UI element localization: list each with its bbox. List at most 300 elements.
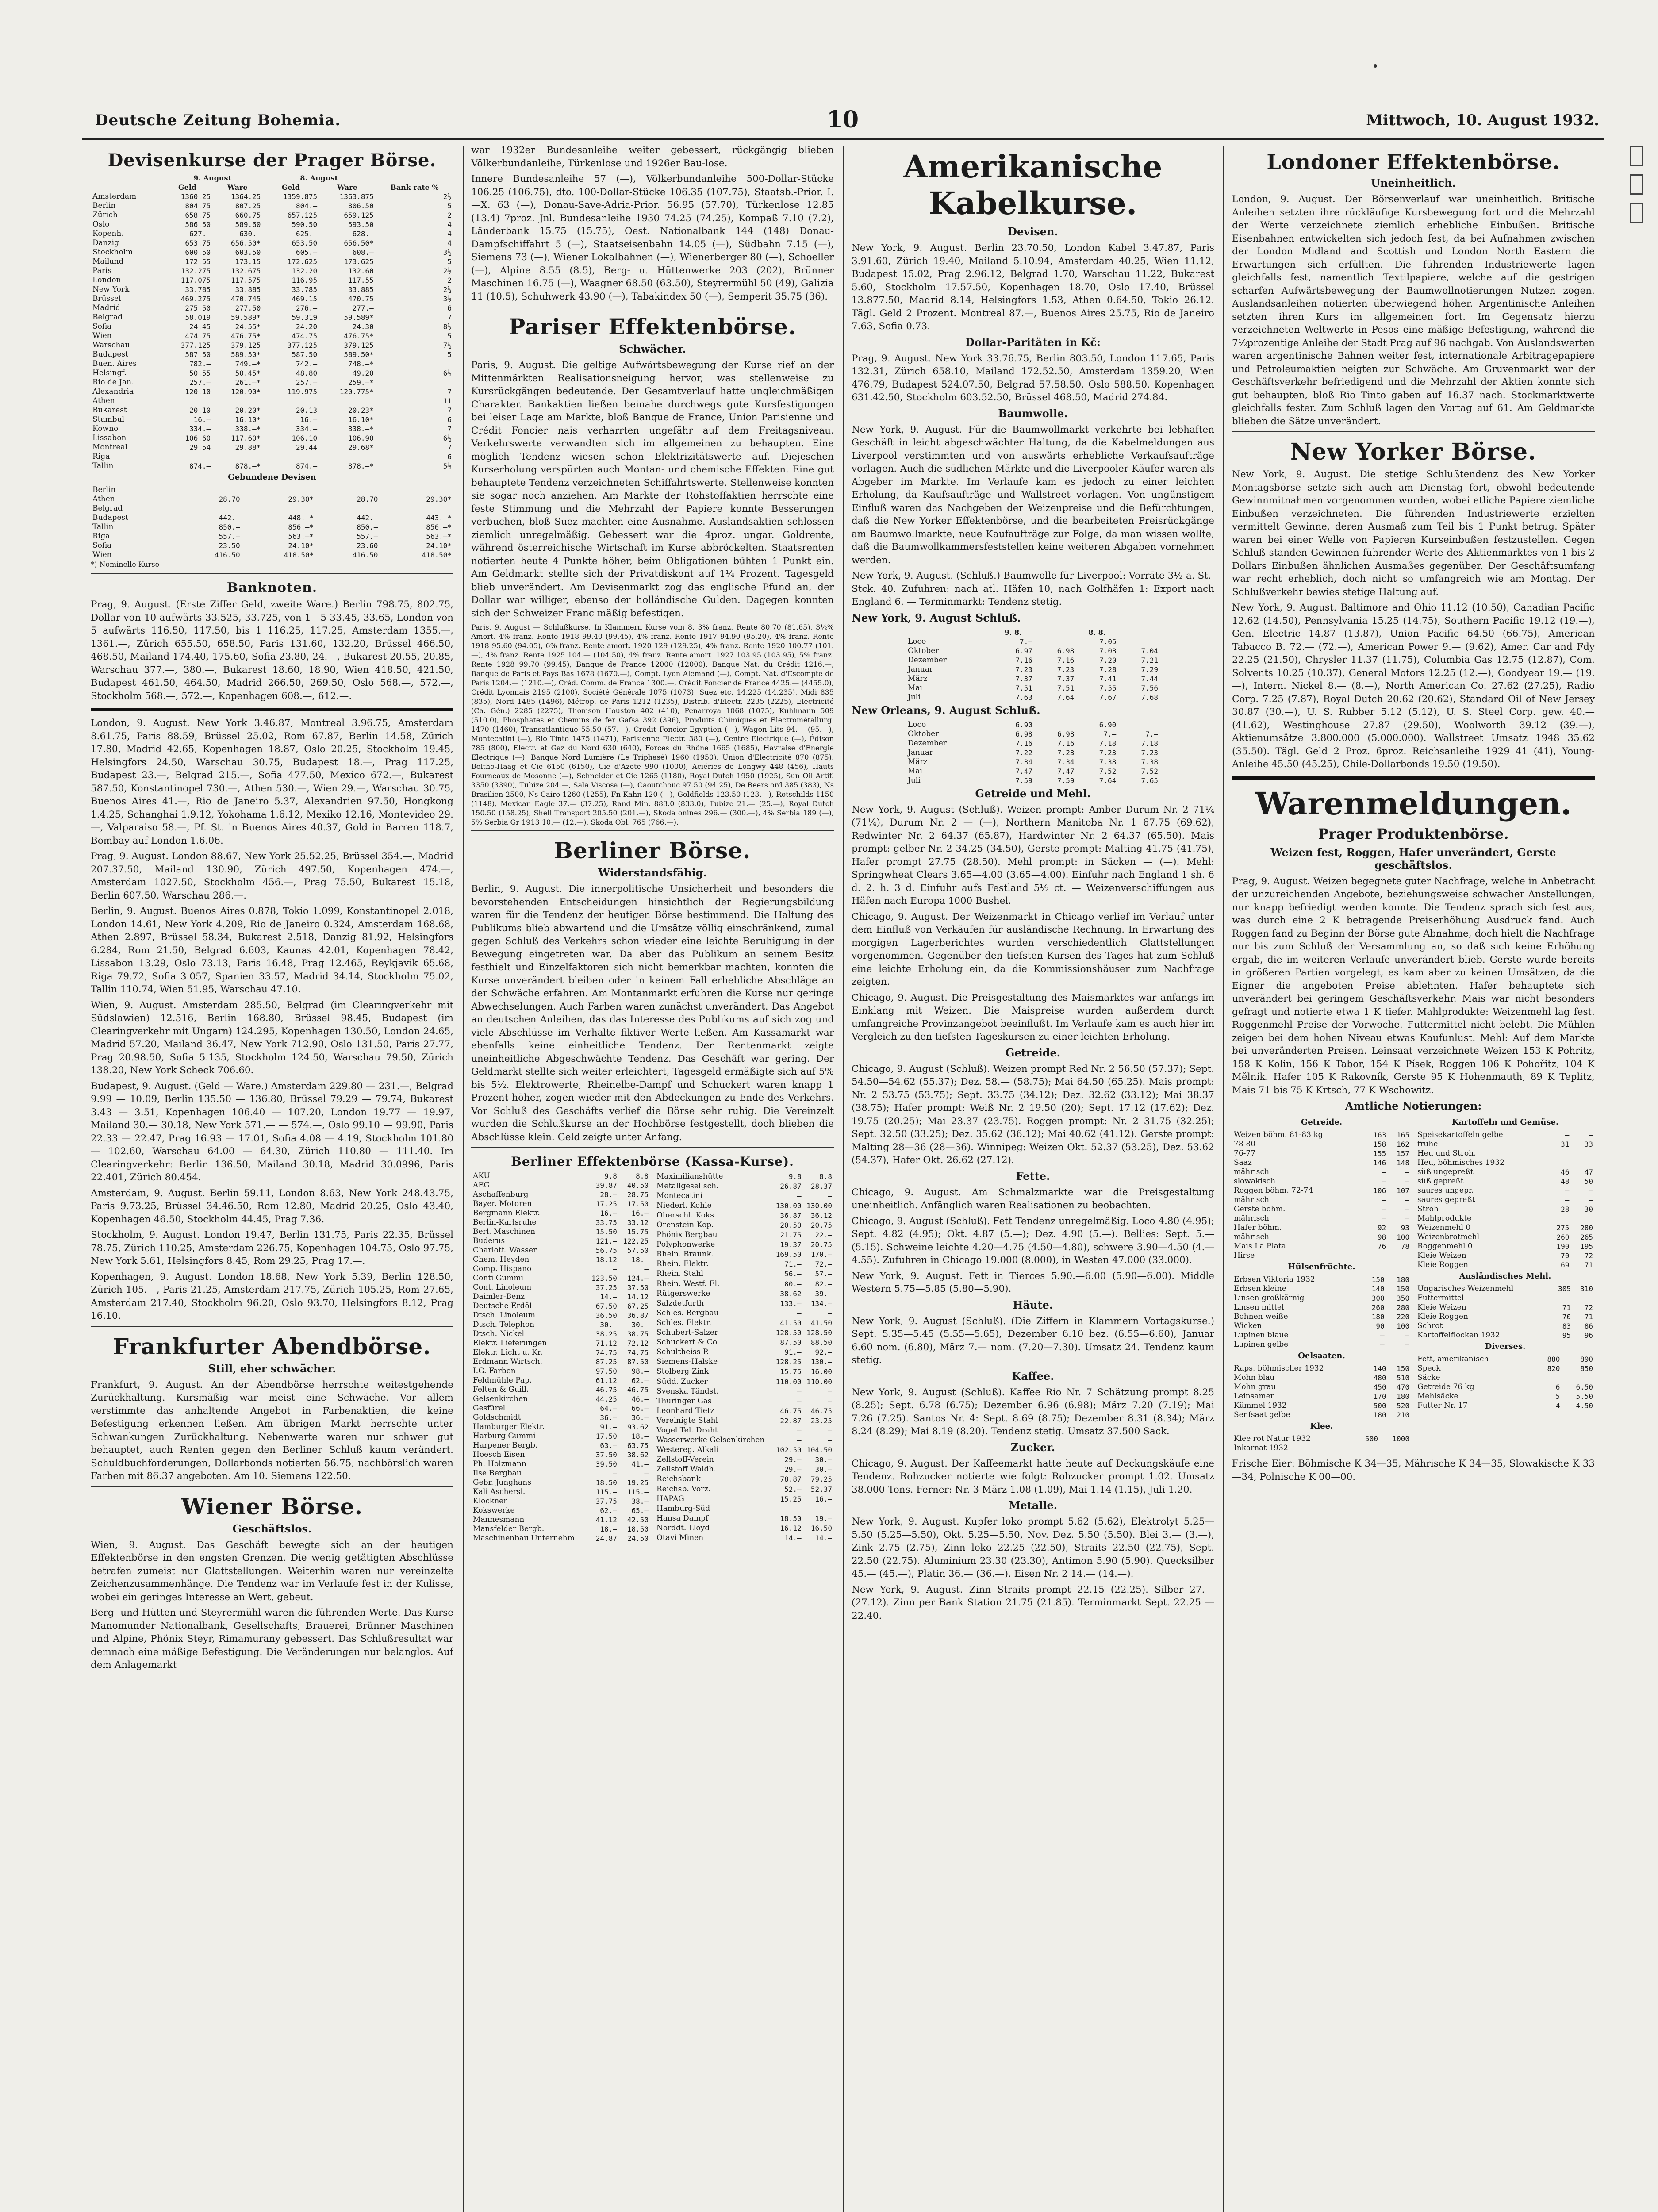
cell-value: 593.50 [348, 220, 374, 229]
table-row [471, 1237, 650, 1246]
table-row [91, 192, 453, 201]
table-row [655, 1445, 834, 1455]
row-label: Kowno [92, 424, 119, 433]
oelsaaten-title: Oelsaaten. [1298, 1351, 1345, 1360]
cell-value: 21.75 [780, 1231, 802, 1240]
table-row [471, 1441, 650, 1450]
cell-value: 807.25 [235, 202, 261, 210]
row-label: Belgrad [92, 313, 123, 322]
cell-value: 500 [1373, 1402, 1386, 1410]
getreide-table [1232, 1130, 1411, 1260]
row-label: Berl. Maschinen [473, 1227, 536, 1236]
cell-value: 520 [1397, 1402, 1409, 1410]
cell-value: 71.— [784, 1260, 802, 1269]
cell-value: 148 [1397, 1159, 1409, 1167]
cell-value: — [1382, 1168, 1386, 1176]
table-row [1416, 1294, 1595, 1303]
table-row [906, 757, 1160, 767]
cell-value: 210 [1397, 1411, 1409, 1419]
banknoten-title: Banknoten. [226, 580, 318, 595]
cell-value: 450 [1373, 1383, 1386, 1391]
cell-value: 38.— [631, 1497, 649, 1505]
row-label: Schrot [1417, 1321, 1443, 1330]
row-label: Roggenmehl 0 [1417, 1242, 1473, 1251]
cell-value: 67.50 [595, 1302, 617, 1310]
table-row [91, 220, 453, 229]
cell-value: 660.75 [235, 211, 261, 219]
cell-value: — [828, 1504, 832, 1513]
cell-value: 338.—* [348, 425, 374, 433]
row-label: Warschau [92, 341, 130, 349]
cell-value: 95 [1562, 1331, 1571, 1340]
cell-value: 117.575 [230, 276, 261, 284]
cell-value: 106 [1373, 1187, 1386, 1195]
cell-value: 16.10* [348, 415, 374, 424]
row-label: Salzdetfurth [656, 1298, 704, 1308]
cell-value: 16.— [631, 1209, 649, 1217]
table-row [91, 211, 453, 220]
cell-value: 169.50 [775, 1250, 802, 1259]
cell-value: 586.50 [185, 220, 211, 229]
dollar-text: Prag, 9. August. New York 33.76.75, Berlin 803.50, London 117.65, Paris 132.31, Zürich 658.10, Mailand 172.52.50, Amsterdam 1359.20, Wien 476.79, Budapest 524.07.50, Belgrad 57.58.50, Oslo 588.50, Kopenhagen 631.42.50, Stockholm 603.52.50, Brüssel 468.50, Madrid 274.84. [852, 353, 1214, 403]
row-label: Dtsch. Nickel [473, 1329, 525, 1338]
table-row [471, 1320, 650, 1329]
cell-value: 7.47 [1015, 767, 1032, 776]
table-row [655, 1298, 834, 1308]
cell-value: 748.—* [348, 360, 374, 368]
table-row [1416, 1312, 1595, 1321]
cell-value: 31 [1561, 1140, 1570, 1148]
cell-value [1571, 1149, 1595, 1158]
cell-value: 442.— [219, 514, 240, 522]
cell-value: — [1405, 1340, 1409, 1349]
cell-value: 510 [1397, 1374, 1409, 1382]
table-row [91, 248, 453, 257]
table-row [1416, 1382, 1595, 1392]
table-row [1232, 1401, 1411, 1410]
cell-value: 474.75 [292, 332, 318, 340]
cell-value: 50.55 [189, 369, 211, 377]
cell-value: 280 [1397, 1303, 1409, 1312]
cell-value: 132.675 [230, 267, 261, 275]
cell-value: 5 [447, 202, 452, 210]
table-row [91, 331, 453, 341]
cell-value: 86 [1584, 1322, 1593, 1330]
table-row [1232, 1186, 1411, 1195]
cell-value: 7.20 [1099, 656, 1117, 664]
table-row [1232, 1331, 1411, 1340]
table-row [1232, 1177, 1411, 1186]
table-row [1416, 1149, 1595, 1158]
cell-value: 2½ [443, 267, 452, 275]
table-row [91, 276, 453, 285]
cell-value: 418.50* [284, 551, 314, 559]
row-label: Riga [92, 452, 110, 461]
table-row [91, 238, 453, 248]
row-label: Mai [908, 766, 922, 776]
table-row [471, 1534, 650, 1543]
cell-value: 155 [1373, 1149, 1386, 1158]
zucker-title: Zucker. [1010, 1440, 1055, 1454]
table-row [655, 1455, 834, 1465]
cell-value [212, 396, 262, 406]
row-label: Svenska Tändst. [656, 1386, 719, 1396]
row-label: Oberschl. Koks [656, 1210, 714, 1220]
cell-value: 1363.875 [339, 192, 374, 201]
row-label: Kleie Weizen [1417, 1251, 1466, 1260]
table-row [906, 720, 1160, 730]
wiener-text: Wien, 9. August. Das Geschäft bewegte sich an der heutigen Effektenbörse in den engsten Grenzen. Die wenig getätigten Abschlüsse betrafen zumeist nur Glattstellungen. Weiterhin waren nur vereinzelte Zeichenzusammenhänge. Die Tendenz war im Verlaufe fest in der Kulisse, wobei ein geringes Interesse an Wert, gebeut. [91, 1539, 453, 1603]
row-label: Erdmann Wirtsch. [473, 1357, 543, 1366]
cell-value: 782.— [189, 360, 211, 368]
cell-value: 257.— [189, 378, 211, 387]
table-row [655, 1475, 834, 1484]
cell-value: 7.28 [1099, 665, 1117, 674]
column-rule [1223, 146, 1224, 2212]
cell-value: 7 [447, 313, 452, 322]
cell-value: 7.34 [1057, 757, 1075, 766]
cell-value: 58.019 [185, 313, 211, 322]
table-row [471, 1432, 650, 1441]
row-label: Metallgesellsch. [656, 1181, 719, 1190]
row-label: Vogel Tel. Draht [656, 1425, 718, 1435]
table-row [91, 485, 453, 495]
cell-value: 557.— [219, 532, 240, 541]
row-label: Wicken [1234, 1321, 1262, 1330]
table-row [1416, 1195, 1595, 1205]
wiener-sub: Geschäftslos. [232, 1522, 312, 1535]
cell-value [177, 485, 242, 495]
cell-value: 82.— [815, 1279, 832, 1288]
fette-title: Fette. [1016, 1169, 1050, 1183]
row-label: Leinsamen [1234, 1392, 1275, 1401]
cell-value: 6 [447, 415, 452, 424]
row-label: Buen. Aires [92, 359, 137, 368]
cell-value: 11 [443, 397, 452, 405]
cell-value [1380, 1444, 1411, 1453]
cell-value: 608.— [352, 248, 374, 257]
metalle-text-2: New York, 9. August. Zinn Straits prompt 22.15 (22.25). Silber 27.— (27.12). Zinn per Bank Station 21.75 (21.85). Terminmarkt Sept. 22.25 — 22.40. [852, 1584, 1214, 1621]
diverses-table [1416, 1355, 1595, 1410]
cell-value: 804.75 [185, 202, 211, 210]
cell-value: 71.12 [595, 1339, 617, 1348]
cell-value [1034, 637, 1076, 646]
cell-value: 150 [1371, 1275, 1385, 1284]
cell-value: 627.— [189, 230, 211, 238]
cell-value: 146 [1373, 1159, 1386, 1167]
table-row [1416, 1392, 1595, 1401]
cell-value: 20.75 [810, 1240, 832, 1249]
row-label: Juli [908, 692, 921, 702]
table-row [1232, 1130, 1411, 1140]
cell-value: 7.23 [1057, 748, 1075, 757]
cell-value [242, 504, 316, 513]
cell-value: 38.62 [780, 1289, 802, 1298]
cell-value: 140 [1371, 1285, 1385, 1293]
cell-value: 29.54 [189, 443, 211, 452]
cell-value: 65.— [631, 1506, 649, 1515]
cell-value: 338.—* [235, 425, 261, 433]
table-row [906, 656, 1160, 665]
getreide-title: Getreide. [1005, 1046, 1061, 1059]
cell-value: 24.10* [288, 541, 314, 550]
table-row [471, 1506, 650, 1515]
row-label: Otavi Minen [656, 1533, 704, 1543]
cell-value: 33.785 [292, 285, 318, 294]
cell-value: 16.— [815, 1494, 832, 1503]
cell-value: 880 [1547, 1355, 1560, 1363]
column-header: 8. 8. [1088, 628, 1106, 637]
row-label: Stroh [1417, 1205, 1439, 1214]
cell-value: 8½ [443, 323, 452, 331]
cell-value: — [1405, 1331, 1409, 1340]
cell-value: 470.75 [348, 295, 374, 303]
chicago-text: Chicago, 9. August. Der Weizenmarkt in Chicago verlief im Verlauf unter dem Einfluß von Verkäufen für ausländische Rechnung. In Erwartung des morgigen Lagerberichtes wurden verschiedentlich Glattstellungen vorgenommen. Gegenüber den tiefsten Kursen des Tages hat zum Schluß eine leichte Erholung ein, da die Kommissionshäuser zum Nachfrage zeigten. [852, 911, 1214, 987]
cell-value: — [797, 1397, 802, 1406]
row-label: saures gepreßt [1417, 1195, 1475, 1204]
cell-value: 87.25 [595, 1358, 617, 1366]
cell-value: 500 [1365, 1435, 1378, 1443]
row-label: HAPAG [656, 1494, 684, 1503]
cell-value: 16.— [300, 415, 318, 424]
edge-mark [1630, 203, 1643, 223]
table-row [91, 550, 453, 560]
cell-value: 7.55 [1099, 684, 1117, 692]
london-title: Londoner Effektenbörse. [1267, 150, 1560, 174]
table-row [655, 1348, 834, 1357]
cell-value: 9.8 [604, 1172, 617, 1180]
row-label: Polyphonwerke [656, 1240, 715, 1249]
cell-value: 379.125 [230, 341, 261, 349]
pariser-title: Pariser Effektenbörse. [508, 314, 797, 340]
cell-value: 91.— [600, 1423, 617, 1431]
cell-value [177, 504, 242, 513]
table-row [655, 1396, 834, 1406]
row-label: Bayer. Motoren [473, 1199, 532, 1208]
cell-value: 180 [1373, 1411, 1386, 1419]
fette-text-2: Chicago, 9. August (Schluß). Fett Tendenz unregelmäßig. Loco 4.80 (4.95); Sept. 4.82 (4.95); Okt. 4.87 (5.—); Dez. 4.90 (5.—). Bellies: Sept. 5.— (5.15). Schweine leichte 4.20—4.75 (4.50—4.80), schwere 3.90—4.50 (4.—4.55). Zufuhren in Chicago 19.000 (8.000), in Westen 47.000 (33.000). [852, 1215, 1214, 1266]
cell-value: 71 [1584, 1313, 1593, 1321]
row-label: Saaz [1234, 1158, 1252, 1167]
city-quote-paragraph: Berlin, 9. August. Buenos Aires 0.878, Tokio 1.099, Konstantinopel 2.018, London 14.61, New York 4.209, Rio de Janeiro 0.324, Amsterdam 168.68, Athen 2.897, Brüssel 58.34, Bukarest 2.518, Danzig 81.92, Helsingfors 6.284, Rom 21.50, Belgrad 6.603, Kaunas 42.01, Kopenhagen 78.42, Lissabon 13.29, Oslo 73.13, Paris 16.48, Prag 12.465, Reykjavik 65.68, Riga 79.72, Sofia 3.057, Spanien 33.57, Madrid 34.14, Stockholm 75.02, Tallin 110.74, Wien 51.95, Warschau 47.10. [91, 906, 453, 995]
table-row [471, 1348, 650, 1357]
nyboerse-title: New Yorker Börse. [1290, 438, 1537, 465]
cell-value: 2 [447, 276, 452, 284]
cell-value: 28.37 [810, 1182, 832, 1190]
cell-value: 80.— [784, 1279, 802, 1288]
table-row [471, 1394, 650, 1404]
divider [471, 1147, 834, 1148]
cell-value [376, 378, 453, 387]
column-header [91, 183, 162, 192]
cell-value: 280 [1580, 1224, 1593, 1232]
row-label: Elektr. Lieferungen [473, 1339, 547, 1348]
row-label: Mahlprodukte [1417, 1214, 1472, 1223]
table-row [655, 1289, 834, 1298]
table-row [1416, 1331, 1595, 1340]
cell-value: 29.— [784, 1465, 802, 1474]
row-label: Chem. Heyden [473, 1255, 530, 1264]
row-label: Heu, böhmisches 1932 [1417, 1158, 1504, 1167]
row-label: Amsterdam [92, 192, 137, 201]
cell-value: 7.03 [1099, 646, 1117, 655]
cell-value: 7 [447, 388, 452, 396]
gebundene-body [91, 485, 453, 560]
row-label: Kleie Roggen [1417, 1312, 1468, 1321]
amtl-title: Amtliche Notierungen: [1345, 1099, 1482, 1112]
cell-value: 24.45 [189, 323, 211, 331]
city-quote-paragraph: Wien, 9. August. Amsterdam 285.50, Belgrad (im Clearingverkehr mit Südslawien) 12.516, Berlin 168.80, Brüssel 98.45, Budapest (im Clearingverkehr mit Ungarn) 124.295, Kopenhagen 130.50, London 24.65, Madrid 57.20, Mailand 36.47, New York 712.90, Oslo 131.50, Paris 27.77, Prag 20.98.50, Sofia 5.135, Stockholm 124.50, Warschau 79.50, Zürich 138.20, New York Scheck 706.60. [91, 999, 453, 1076]
cell-value: 259.—* [348, 378, 374, 387]
cell-value: 6.98 [1057, 646, 1075, 655]
cell-value: — [1382, 1177, 1386, 1186]
devisen-title: Devisenkurse der Prager Börse. [107, 150, 437, 171]
row-label: AKU [473, 1171, 490, 1180]
table-row [655, 1406, 834, 1416]
pariser-sub: Schwächer. [619, 342, 686, 355]
cell-value: 33.885 [348, 285, 374, 294]
row-label: Gelsenkirchen [473, 1394, 528, 1403]
cell-value: 74.75 [595, 1348, 617, 1357]
table-row [655, 1318, 834, 1328]
cell-value: 7.18 [1099, 739, 1117, 748]
cell-value: 33.12 [627, 1218, 649, 1227]
cell-value: 37.25 [595, 1283, 617, 1292]
row-label: Dezember [908, 738, 947, 748]
cell-value: 443.—* [426, 514, 452, 522]
cell-value: 150 [1397, 1285, 1409, 1293]
table-row [91, 495, 453, 504]
cell-value: 110.00 [775, 1377, 802, 1386]
cell-value: 7.67 [1099, 693, 1117, 702]
cell-value: 305 [1558, 1285, 1571, 1293]
row-label: Tallin [92, 522, 114, 531]
cell-value: 474.75 [185, 332, 211, 340]
cell-value [1547, 1214, 1571, 1223]
column-header: Geld [178, 183, 197, 192]
cell-value: 37.50 [627, 1283, 649, 1292]
cell-value: 7.23 [1099, 748, 1117, 757]
cell-value: 856.—* [288, 523, 314, 531]
table-row [91, 415, 453, 424]
cotton-no-table [906, 720, 1160, 785]
row-label: Athen [92, 396, 115, 405]
cotton-ny-title: New York, 9. August Schluß. [852, 611, 1021, 624]
row-label: Athen [92, 495, 115, 503]
wien-quotes: Innere Bundesanleihe 57 (—), Völkerbundanleihe 500-Dollar-Stücke 106.25 (106.75), dto. 100-Dollar-Stücke 106.35 (107.75), Staatsb.-Prior. I.—X. 63 (—), Donau-Save-Adria-Prior. 56.95 (57.70), Türkenlose 12.85 (13.4) 7proz. Jnl. Bundesanleihe 1930 74.25 (74.25), Kompaß 7.10 (7.2), Länderbank 15.75 (15.75), Oest. Nationalbank 144 (148) Donau-Dampfschiffahrt 5 (—), Staatseisenbahn 14.05 (—), Südbahn 7.15 (—), Siemens 73 (—), Wiener Lokalbahnen (—), Wienerberger 80 (—), Schoeller (—), Alpine 8.55 (8.5), Berg- u. Hüttenwerke 203 (202), Brünner Maschinen 16.75 (—), Waagner 68.50 (63.50), Steyrermühl 50 (49), Galizia 11 (10.5), Schuhwerk 43.90 (—), Tabakindex 50 (—), Semperit 35.75 (36). [471, 173, 834, 302]
cell-value: 76 [1377, 1242, 1386, 1251]
cell-value [1562, 1373, 1595, 1382]
cell-value: 7.59 [1015, 776, 1032, 785]
cell-value: 72 [1584, 1252, 1593, 1260]
table-row [91, 424, 453, 434]
column-header: Geld [281, 183, 300, 192]
row-label: Budapest [92, 513, 128, 522]
table-row [655, 1533, 834, 1543]
cell-value: 6.50 [1576, 1383, 1593, 1391]
cell-value: — [828, 1397, 832, 1406]
scan-edge-marks [1630, 146, 1648, 252]
cell-value: 90 [1376, 1322, 1385, 1330]
kassa-tables [471, 1171, 834, 1543]
cell-value: 180 [1397, 1392, 1409, 1401]
table-row [1232, 1434, 1411, 1444]
cell-value: 106.10 [292, 434, 318, 442]
cell-value: 3½ [443, 295, 452, 303]
cell-value: 50 [1584, 1177, 1593, 1186]
row-label: süß gepreßt [1417, 1177, 1464, 1186]
table-row [471, 1525, 650, 1534]
cell-value: — [1405, 1177, 1409, 1186]
cell-value: 275 [1556, 1224, 1570, 1232]
cell-value: 172.625 [287, 257, 318, 266]
cell-value: 40.50 [627, 1181, 649, 1190]
table-row [91, 532, 453, 541]
table-row [906, 637, 1160, 646]
kartoffeln-table [1416, 1130, 1595, 1270]
city-quote-paragraph: London, 9. August. New York 3.46.87, Montreal 3.96.75, Amsterdam 8.61.75, Paris 88.59, Brüssel 25.02, Rom 67.87, Berlin 14.58, Zürich 17.80, Madrid 42.65, Kopenhagen 18.87, Oslo 20.25, Stockholm 19.45, Helsingfors 24.50, Warschau 30.75, Budapest 18.—, Prag 117.25, Budapest 23.—, Belgrad 215.—, Sofia 477.50, Mexico 672.—, Bukarest 587.50, Konstantinopel 730.—, Athen 530.—, Wien 29.—, Warschau 30.75, Buenos Aires 41.—, Rio de Janeiro 5.37, Alexandrien 97.50, Hongkong 1.4.25, Schanghai 1.9.12, Yokohama 1.6.12, Mexiko 12.16, Montevideo 29.—, Valparaiso 58.—, Pf. St. in Buenos Aires 40.37, Gold in Barren 118.7, Bombay auf London 1.6.06. [91, 718, 453, 846]
row-label: Norddt. Lloyd [656, 1523, 710, 1532]
row-label: Ph. Holzmann [473, 1459, 526, 1468]
amtl-tables [1232, 1116, 1595, 1453]
cell-value: 7.37 [1057, 674, 1075, 683]
cell-value: — [1405, 1168, 1409, 1176]
cell-value: 8.8 [636, 1172, 649, 1180]
cell-value: 15.50 [595, 1228, 617, 1236]
cell-value: 61.12 [595, 1376, 617, 1385]
cell-value [1573, 1294, 1595, 1303]
table-row [906, 748, 1160, 757]
cell-value: 69 [1561, 1261, 1570, 1269]
table-row [471, 1376, 650, 1385]
cell-value: 653.50 [292, 239, 318, 247]
cell-value: 1360.25 [180, 192, 211, 201]
table-row [1232, 1382, 1411, 1392]
cell-value: 46.75 [627, 1386, 649, 1394]
row-label: Loco [908, 720, 926, 729]
cell-value: 62.— [631, 1376, 649, 1385]
row-label: Oktober [908, 646, 939, 655]
cell-value: 334.— [189, 425, 211, 433]
row-label: Schuckert & Co. [656, 1338, 720, 1347]
cell-value: 656.50* [230, 239, 261, 247]
table-row [91, 378, 453, 387]
row-label: saures ungepr. [1417, 1186, 1474, 1195]
row-label: Oktober [908, 729, 939, 738]
cell-value: 20.20* [235, 406, 261, 415]
row-label: Futtermittel [1417, 1294, 1464, 1302]
paris-quotes: Paris, 9. August — Schlußkurse. In Klammern Kurse vom 8. 3% franz. Rente 80.70 (81.65), 3½% Amort. 4% franz. Rente 1918 99.40 (99.45), 4% franz. Rente 1917 94.90 (95.20), 4% franz. Rente 1918 95.60 (94.05), 6% franz. Rente amort. 1920 129 (129.25), 4% franz. Rente 1920 100.77 (101.—), 4% franz. Rente 1925 104.— (104.50), 4% franz. Rente amort. 1927 103.95 (103.95), 5% franz. Rente 1928 99.70 (99.45), Banque de France 12000 (12000), Banque Nat. du Crédit 1216.—, Banque de Paris et Pays Bas 1678 (1670.—), Compt. Lyon Alemand (—), Compt. Nat. d'Escompte de Paris 1204.— (1210.—), Créd. Comm. de France 1300.—, Crédit Foncier de France 4425.— (4455.0), Crédit Lyonnais 2195 (2100), Société Générale 1075 (1073), Suez etc. 14.225 (14.235), Midi 835 (835), Nord 1485 (1496), Métrop. de Paris 1212 (1235), Distrib. d'Electr. 2235 (2225), Electricité (Ca. Gén.) 2285 (2275), Thomson Houston 402 (410), Penarroya 1068 (1075), Kuhlmann 509 (510.0), Phosphates et Chemins de fer Gafsa 392 (396), Produits Chimiques et Electrométallurg. 1470 (1460), Transatlantique 55.50 (57.—), Crédit Foncier Egyptien (—), Wagon Lits 94.— (95.—), Montecatini (—), Rio Tinto 1475 (1471), Parisienne Electr. 380 (—), Centre Electrique (—), Édison 785 (800), Electr. et Gaz du Nord 630 (640), Forces du Rhône 1665 (1685), Havraise d'Energie Electrique (—), Banque Nord Lumière (Le Triphasé) 1960 (1950), Union d'Electricité 870 (875), Boltho-Haag et Cie 6150 (6150), Cie d'Azote 990 (1000), Aciéries de Longwy 448 (456), Hauts Fourneaux de Mosonne (—), Schneider et Cie 1265 (1180), Royal Dutch 1950 (1925), Sun Oil Artif. 3350 (3390), Tubize 204.—, Sala Viscosa (—), Caoutchouc 97.50 (94.25), De Beers ord 385 (383), Ns Brasilien 2500, Ns Cairo 1260 (1255), Fn Kahn 120 (—), Goldfields 123.50 (123.—), Rotschilds 1150 (1148), Mexican Eagle 37.— (37.25), Rand Min. 883.0 (833.0), Tubize 21.— (25.—), Royal Dutch 150.50 (158.25), Shell Transport 205.50 (201.—), Skoda onines 296.— (300.—), 4% Serbia 189 (—), 5% Serbia Gr 1913 10.— (12.—), Skoda Obl. 765 (766.—). [471, 623, 834, 826]
cell-value: 56.75 [595, 1246, 617, 1255]
cell-value: 41.— [631, 1460, 649, 1468]
row-label: Buderus [473, 1237, 505, 1245]
cell-value: 107 [1397, 1187, 1409, 1195]
cell-value: 1000 [1392, 1435, 1409, 1443]
cell-value: — [797, 1191, 802, 1200]
row-label: Rhein. Elektr. [656, 1260, 709, 1269]
cell-value: — [1380, 1340, 1385, 1349]
cell-value [162, 396, 212, 406]
row-label: Mannesmann [473, 1515, 525, 1524]
table-row [91, 406, 453, 415]
table-row [655, 1250, 834, 1260]
cotton-no-title: New Orleans, 9. August Schluß. [852, 703, 1040, 717]
cell-value: 30.— [815, 1465, 832, 1474]
table-row [471, 1497, 650, 1506]
diverses-title: Diverses. [1485, 1342, 1526, 1351]
cell-value [1118, 637, 1160, 646]
cell-value: 6½ [443, 369, 452, 377]
